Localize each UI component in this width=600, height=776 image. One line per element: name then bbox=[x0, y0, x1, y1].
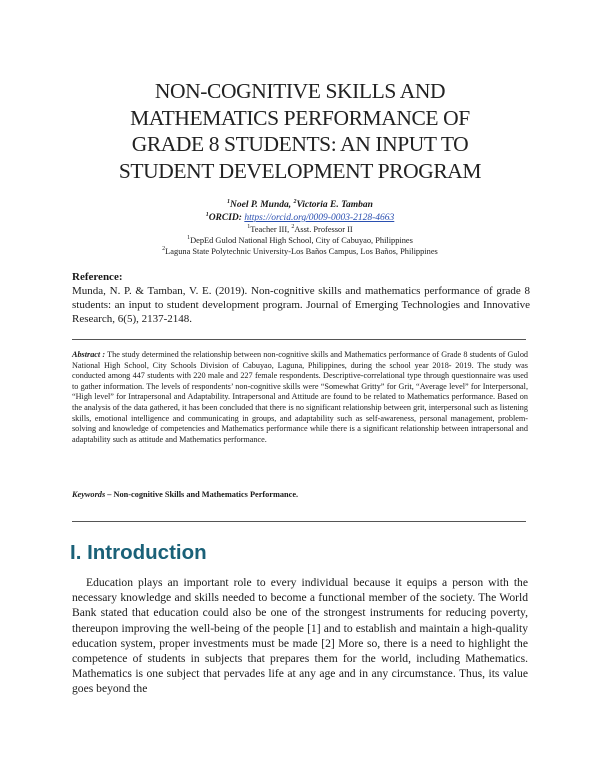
affiliation1-sup: 1 bbox=[187, 235, 191, 242]
affiliation-1 bbox=[40, 235, 560, 246]
affiliation-2 bbox=[40, 246, 560, 257]
divider-top bbox=[72, 339, 526, 340]
affiliation2-text: Laguna State Polytechnic University-Los Baños Campus, Los Baños, Philippines bbox=[165, 247, 438, 256]
orcid-link[interactable]: https://orcid.org/0009-0003-2128-4663 bbox=[244, 213, 395, 223]
introduction-body bbox=[72, 575, 528, 697]
abstract-text: The study determined the relationship between non-cognitive skills and Mathematics performance of Grade 8 students of Gulod National High School, City Schools Division of Cabuyao, Laguna, Philippines, during the school year 2018- 2019. The study was conducted among 447 students with 220 male and 227 female respondents. Descriptive-correlational type through questionnaire was used to gather information. The levels of respondents’ non-cognitive skills were “Somewhat Gritty” for Grit, “Average level” for Interpersonal, “High level” for Intrapersonal and Adaptability. Intrapersonal and Attitude are found to be related to Mathematics performance. Based on the analysis of the data gathered, it has been concluded that there is no significant relationship between grit, interpersonal such as listening skills, emotional intelligence and communicating in groups, and adaptability such as self-awareness, personal management, problem-solving and knowledge of competencies and Mathematics performance while there is a significant relationship between intrapersonal and adaptability such as attitude and Mathematics performance. bbox=[72, 350, 529, 444]
reference-text: Munda, N. P. & Tamban, V. E. (2019). Non-cognitive skills and mathematics performance of grade 8 students: an input to student development program. Journal of Emerging Technologies and Innovative Research, 6(5), 2137-2148. bbox=[72, 285, 530, 325]
keywords-block bbox=[72, 489, 528, 500]
orcid-line bbox=[40, 212, 560, 224]
author-positions bbox=[40, 224, 560, 235]
keywords-text: – Non-cognitive Skills and Mathematics Performance. bbox=[105, 490, 299, 499]
author1-sup: 1 bbox=[227, 198, 231, 205]
author-block bbox=[40, 199, 560, 257]
paper-title bbox=[40, 78, 560, 184]
reference-block bbox=[72, 270, 530, 326]
orcid-sup: 1 bbox=[205, 211, 209, 218]
orcid-label: ORCID: bbox=[208, 213, 245, 223]
position1-sup: 1 bbox=[247, 224, 251, 231]
title-line: STUDENT DEVELOPMENT PROGRAM bbox=[118, 158, 482, 183]
author2-sup: 2 bbox=[293, 198, 297, 205]
position2-sup: 2 bbox=[291, 224, 295, 231]
title-line: MATHEMATICS PERFORMANCE OF bbox=[130, 105, 470, 130]
reference-label: Reference: bbox=[72, 271, 123, 283]
keywords-label: Keywords bbox=[72, 490, 106, 499]
divider-bottom bbox=[72, 521, 526, 522]
abstract-block bbox=[72, 350, 528, 445]
title-line: NON-COGNITIVE SKILLS AND bbox=[154, 79, 446, 103]
intro-paragraph: Education plays an important role to every individual because it equips a person with the necessary knowledge and skills needed to become a functional member of the society. The World Bank stated that education could also be one of the strongest instruments for reducing poverty, thereupon improving the well-being of the people [1] and to establish and maintain a high-quality education system, proper investments must be made [2] More so, there is a need to highlight the competence of students in subjects that prepares them for the world, including Mathematics. Mathematics is one subject that pervades life at any age and in any circumstance. Thus, its value goes beyond the bbox=[72, 576, 528, 696]
abstract-label: Abstract : bbox=[72, 350, 106, 359]
affiliation2-sup: 2 bbox=[162, 246, 166, 253]
author-names bbox=[40, 199, 560, 211]
section-heading: I. Introduction bbox=[70, 541, 207, 564]
author2-name: Victoria E. Tamban bbox=[296, 200, 373, 210]
title-line: GRADE 8 STUDENTS: AN INPUT TO bbox=[131, 132, 469, 156]
position1: Teacher III, bbox=[250, 225, 292, 234]
position2: Asst. Professor II bbox=[294, 225, 353, 234]
affiliation1-text: DepEd Gulod National High School, City of Cabuyao, Philippines bbox=[190, 236, 413, 245]
author1-name: Noel P. Munda, bbox=[230, 200, 294, 210]
